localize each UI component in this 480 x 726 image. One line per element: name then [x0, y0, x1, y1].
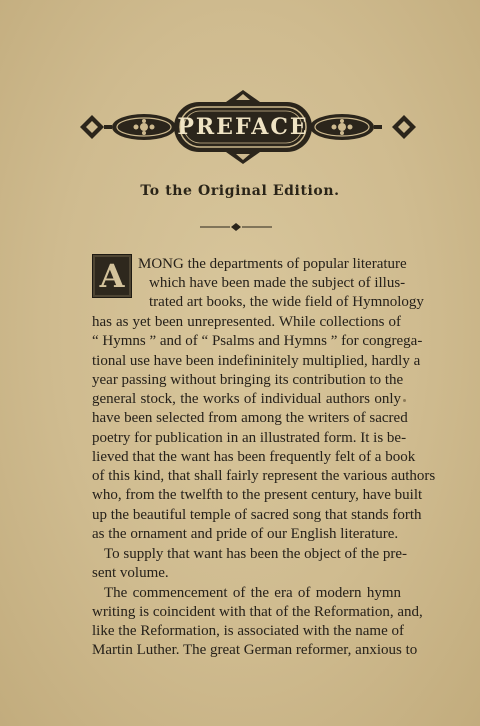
- drop-cap-initial: [92, 254, 132, 298]
- text-line: lieved that the want has been frequently felt of a book: [92, 449, 416, 465]
- paper-speck-icon: [402, 398, 407, 403]
- text-line: general stock, the works of individual authors only: [92, 391, 401, 407]
- text-line: year passing without bringing its contribution to the: [92, 372, 404, 388]
- text-line: have been selected from among the writers of sacred: [92, 410, 408, 426]
- text-line: sent volume.: [92, 565, 169, 581]
- text-line: Martin Luther. The great German reformer, anxious to: [92, 642, 418, 658]
- text-line: who, from the twelfth to the present century, have built: [92, 487, 423, 503]
- text-line: poetry for publication in an illustrated form. It is be-: [92, 430, 407, 446]
- text-line: has as yet been unrepresented. While collections of: [92, 314, 401, 330]
- text-line: To supply that want has been the object of the pre-: [104, 546, 408, 562]
- preface-title: PREFACE: [177, 114, 309, 140]
- text-line: of this kind, that shall fairly represent the various authors: [92, 468, 436, 484]
- drop-cap-letter: A: [99, 257, 125, 295]
- text-line: like the Reformation, is associated with the name of: [92, 623, 404, 639]
- text-line: up the beautiful temple of sacred song that stands forth: [92, 507, 422, 523]
- text-line: MONG the departments of popular literature: [138, 256, 407, 272]
- text-line: which have been made the subject of illus-: [149, 275, 406, 291]
- text-line: trated art books, the wide field of Hymnology: [149, 294, 424, 310]
- preface-banner: [70, 90, 416, 164]
- text-line: as the ornament and pride of our English literature.: [92, 526, 399, 542]
- text-line: “ Hymns ” and of “ Psalms and Hymns ” for congrega-: [92, 333, 423, 349]
- edition-subtitle: To the Original Edition.: [140, 183, 340, 199]
- text-line: The commencement of the era of modern hymn: [104, 585, 401, 601]
- divider-ornament-icon: [200, 222, 272, 232]
- text-line: writing is coincident with that of the Reformation, and,: [92, 604, 423, 620]
- text-line: tional use have been indefininitely multiplied, hardly a: [92, 353, 421, 369]
